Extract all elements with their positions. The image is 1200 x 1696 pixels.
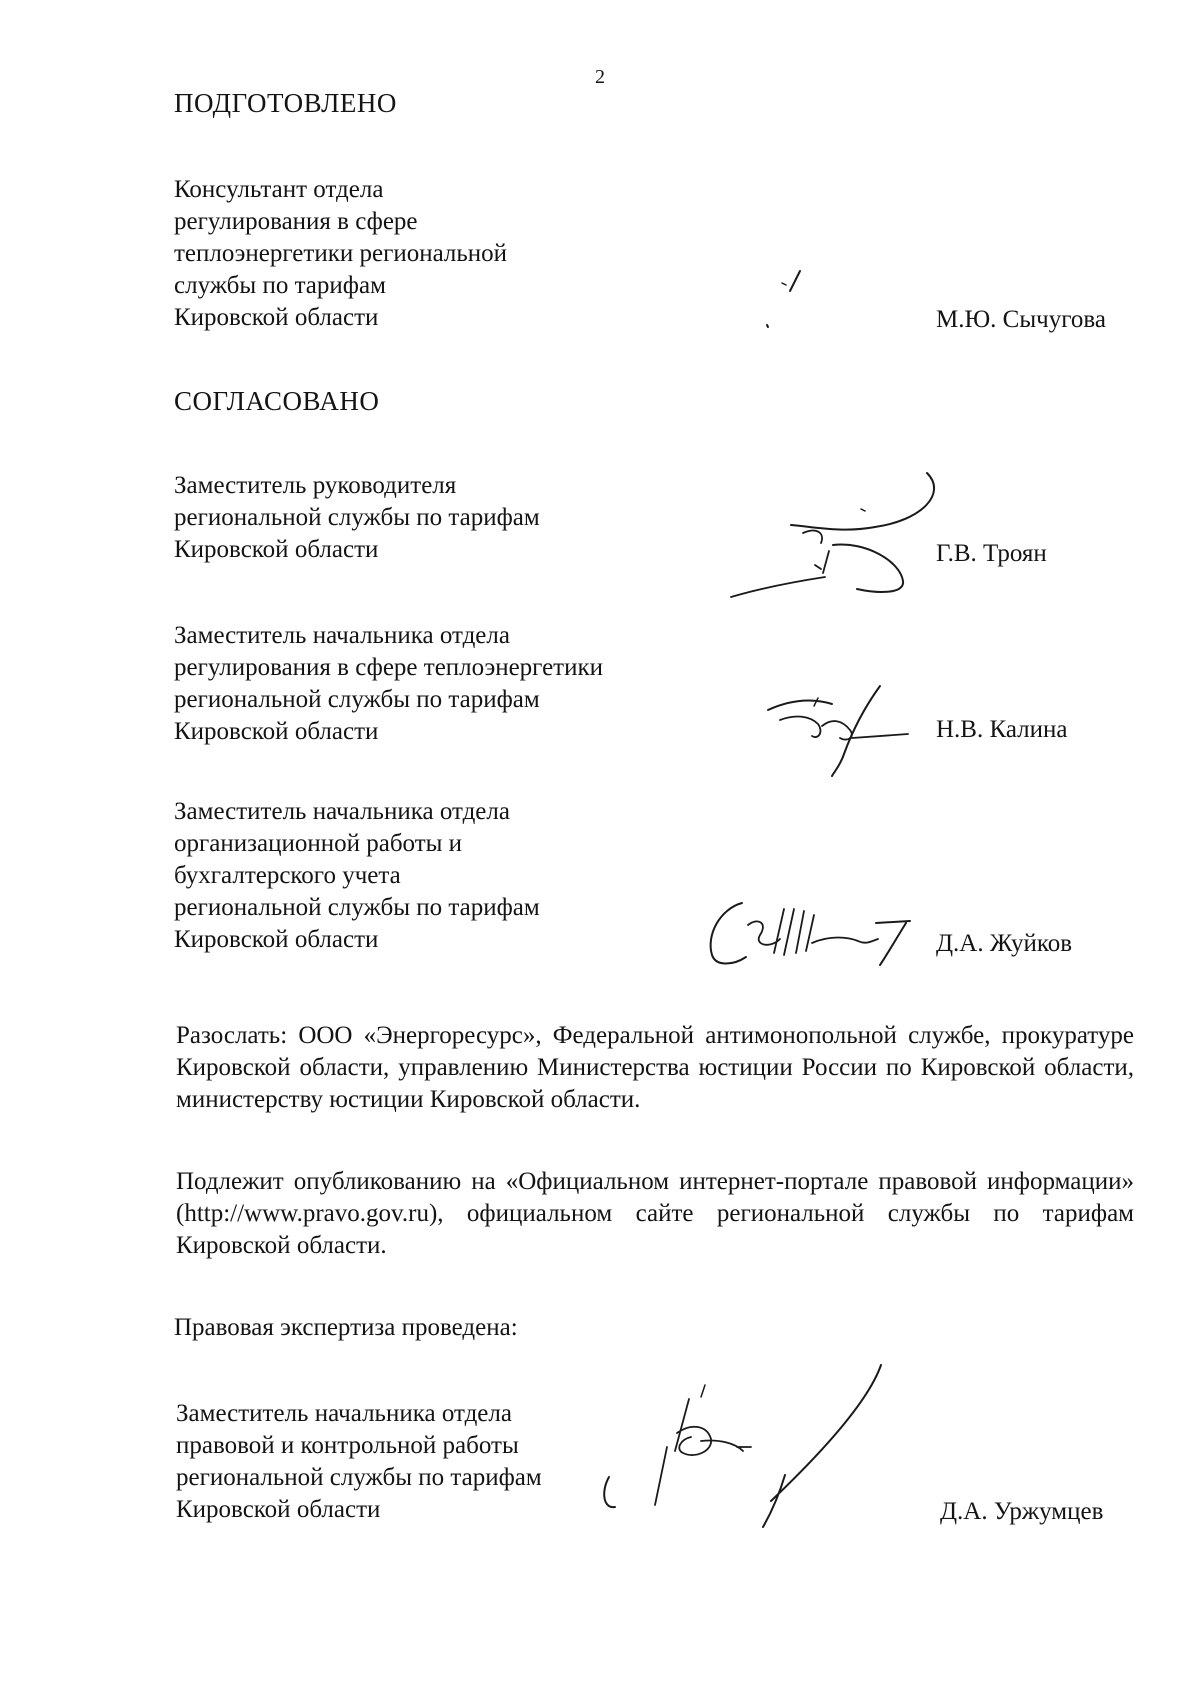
signature-kalina: [760, 680, 920, 780]
prepared-heading: ПОДГОТОВЛЕНО: [174, 88, 397, 118]
prepared-name: М.Ю. Сычугова: [936, 306, 1106, 333]
legal-review-position: [176, 1398, 542, 1526]
position-line: Кировской области: [174, 718, 379, 745]
position-line: регулирования в сфере теплоэнергетики: [174, 654, 604, 681]
distribution-text: Разослать: ООО «Энергоресурс», Федеральной антимонопольной службе, прокуратуре Кировской области, управлению Министерства юстиции России по Кировской области, министерству юстиции Кировской области.: [176, 1022, 1134, 1113]
position-line: регулирования в сфере: [174, 208, 418, 235]
position-line: Заместитель руководителя: [174, 472, 457, 499]
position-line: Кировской области: [174, 926, 379, 953]
publication-text: Подлежит опубликованию на «Официальном интернет-портале правовой информации» (http://www.pravo.gov.ru), официальном сайте региональной службы по тарифам Кировской области.: [176, 1168, 1134, 1259]
position-line: Консультант отдела: [174, 176, 384, 203]
position-line: Заместитель начальника отдела: [176, 1400, 512, 1427]
position-line: службы по тарифам: [174, 272, 386, 299]
signature-troyan: [725, 465, 955, 605]
prepared-position: [174, 174, 507, 334]
agreed-name-1: Г.В. Троян: [936, 540, 1047, 567]
legal-review-heading: Правовая экспертиза проведена:: [174, 1314, 518, 1341]
signature-urzhumtsev: [595, 1355, 895, 1530]
agreed-name-2: Н.В. Калина: [936, 716, 1068, 743]
position-line: теплоэнергетики региональной: [174, 240, 508, 267]
agreed-name-3: Д.А. Жуйков: [936, 930, 1073, 957]
agreed-position-3: [174, 796, 540, 956]
page-number: 2: [595, 66, 605, 88]
position-line: организационной работы и: [174, 830, 463, 857]
agreed-position-1: [174, 470, 540, 566]
position-line: Заместитель начальника отдела: [174, 798, 510, 825]
agreed-position-2: [174, 620, 603, 748]
position-line: Кировской области: [174, 304, 379, 331]
signature-zhuikov: [700, 895, 925, 975]
position-line: Кировской области: [176, 1496, 381, 1523]
position-line: правовой и контрольной работы: [176, 1432, 519, 1459]
position-line: региональной службы по тарифам: [176, 1464, 542, 1491]
agreed-heading: СОГЛАСОВАНО: [174, 386, 380, 416]
position-line: региональной службы по тарифам: [174, 686, 540, 713]
position-line: региональной службы по тарифам: [174, 894, 540, 921]
signature-sychugova: [760, 265, 820, 335]
position-line: региональной службы по тарифам: [174, 504, 540, 531]
position-line: бухгалтерского учета: [174, 862, 401, 889]
position-line: Заместитель начальника отдела: [174, 622, 510, 649]
legal-review-name: Д.А. Уржумцев: [940, 1498, 1104, 1525]
position-line: Кировской области: [174, 536, 379, 563]
